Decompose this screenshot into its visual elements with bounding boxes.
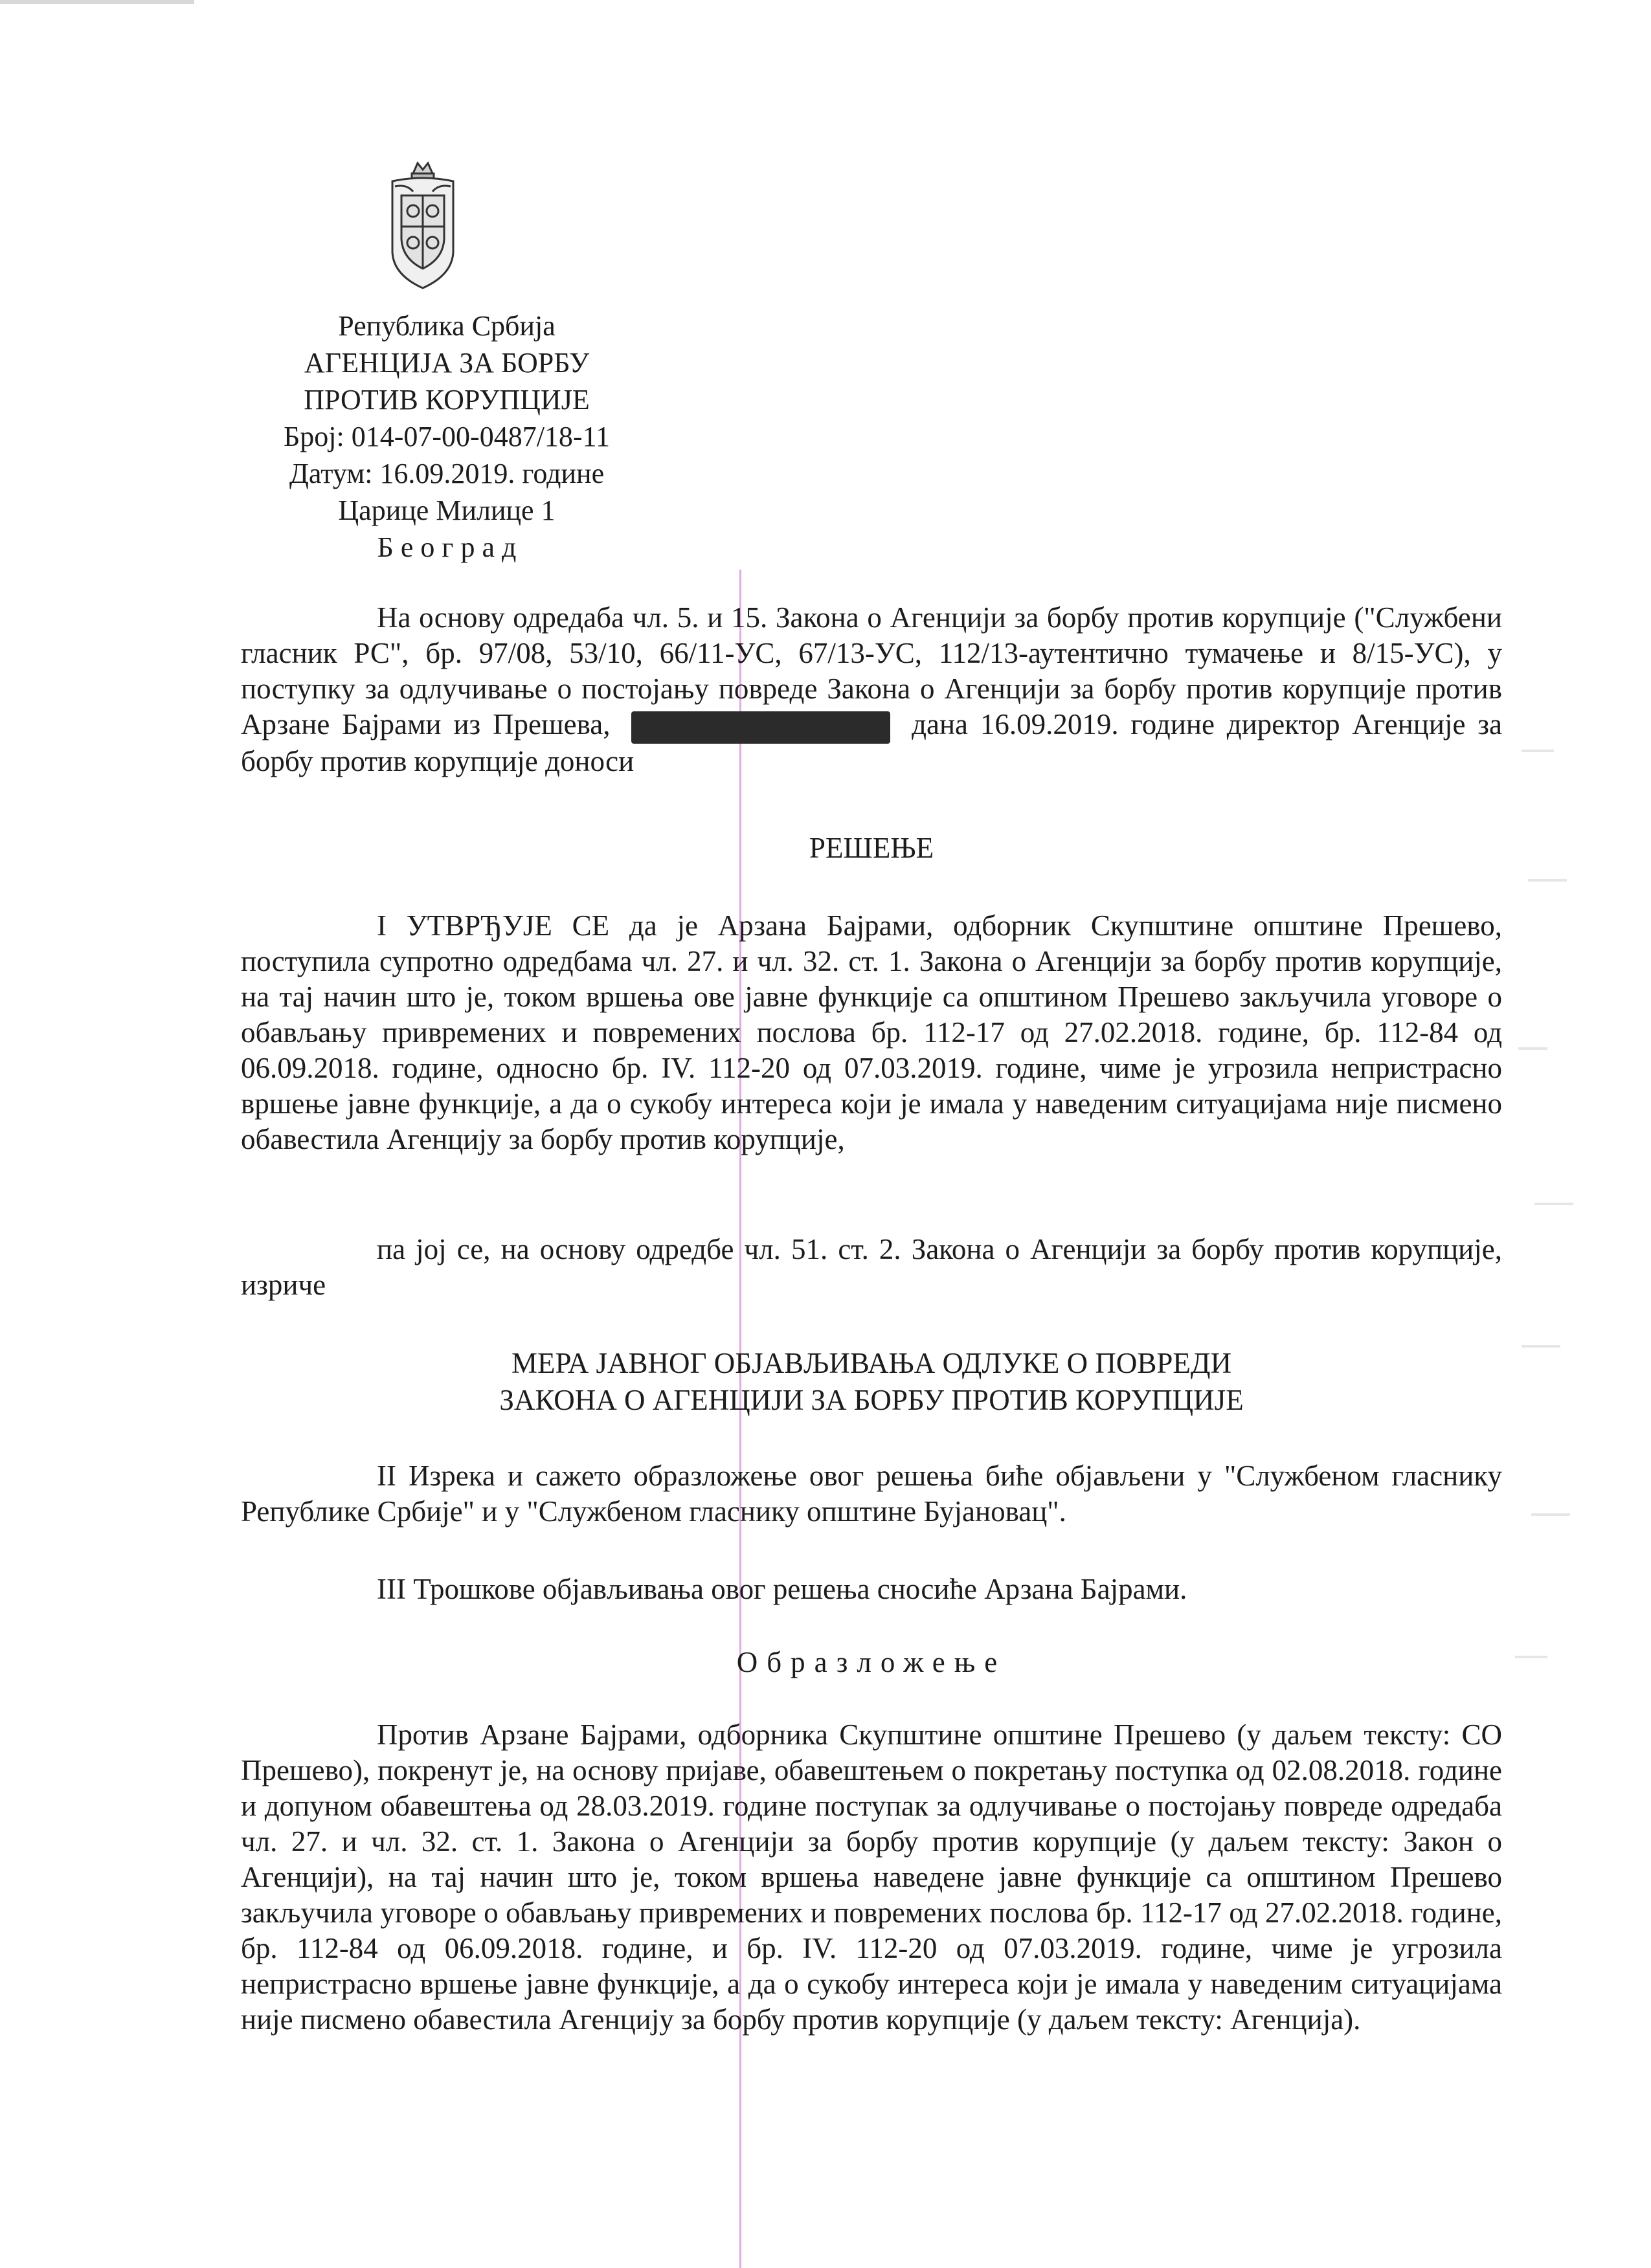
point-1-paragraph: I УТВРЂУЈЕ СЕ да је Арзана Бајрами, одборник Скупштине општине Прешево, поступила супротно одредбама чл. 27. и чл. 32. ст. 1. Закона о Агенцији за борбу против корупције, на тај начин што је, током вршења ове јавне функције са општином Прешево закључила уговоре о обављању привремених и повремених послова бр. 112-17 од 27.02.2018. године, бр. 112-84 од 06.09.2018. године, односно бр. IV. 112-20 од 07.03.2019. године, чиме је угрозила непристрасно вршење јавне функције, а да о сукобу интереса који је имала у наведеним ситуацијама није писмено обавестила Агенцију за борбу против корупције,	[241, 909, 1502, 1155]
document-number: Број: 014-07-00-0487/18-11	[284, 421, 610, 452]
coat-of-arms-icon	[387, 155, 458, 291]
intro-paragraph	[241, 600, 1502, 779]
measure-title-line1: МЕРА ЈАВНОГ ОБЈАВЉИВАЊА ОДЛУКЕ О ПОВРЕДИ	[511, 1347, 1232, 1379]
pronounce-paragraph: па јој се, на основу одредбе чл. 51. ст. 2. Закона о Агенцији за борбу против корупције, изриче	[241, 1233, 1502, 1301]
measure-title-line2: ЗАКОНА О АГЕНЦИЈИ ЗА БОРБУ ПРОТИВ КОРУПЦИЈЕ	[499, 1384, 1244, 1416]
measure-title	[241, 1345, 1502, 1419]
street-address: Царице Милице 1	[338, 495, 556, 526]
city-name: Б е о г р а д	[377, 531, 517, 563]
agency-name-line1: АГЕНЦИЈА ЗА БОРБУ	[304, 347, 590, 379]
point-3-paragraph: III Трошкове објављивања овог решења сносиће Арзана Бајрами.	[377, 1573, 1187, 1605]
document-date: Датум: 16.09.2019. године	[289, 458, 605, 489]
reasoning-paragraph: Против Арзане Бајрами, одборника Скупштине општине Прешево (у даљем тексту: СО Прешево), покренут је, на основу пријаве, обавештењем о покретању поступка од 02.08.2018. године и допуном обавештења од 28.03.2019. године поступак за одлучивање о постојању повреде одредаба чл. 27. и чл. 32. ст. 1. Закона о Агенцији за борбу против корупције (у даљем тексту: Закон о Агенцији), на тај начин што је, током вршења наведене јавне функције са општином Прешево закључила уговоре о обављању привремених и повремених послова бр. 112-17 од 27.02.2018. године, бр. 112-84 од 06.09.2018. године, и бр. IV. 112-20 од 07.03.2019. године, чиме је угрозила непристрасно вршење јавне функције, а да о сукобу интереса који је имала у наведеним ситуацијама није писмено обавестила Агенцију за борбу против корупције (у даљем тексту: Агенција).	[241, 1718, 1502, 2036]
agency-name-line2: ПРОТИВ КОРУПЦИЈЕ	[304, 384, 590, 416]
intro-text-before-redaction: На основу одредаба чл. 5. и 15. Закона о Агенцији за борбу против корупције ("Службени гласник РС", бр. 97/08, 53/10, 66/11-УС, 67/13-УС, 112/13-аутентично тумачење и 8/15-УС), у поступку за одлучивање о постојању повреде Закона о Агенцији за борбу против корупције против Арзане Бајрами из Прешева,	[241, 601, 1502, 740]
scan-edge	[0, 0, 194, 4]
scan-artifacts	[1509, 712, 1586, 1748]
reasoning-title: Образложење	[736, 1646, 1007, 1678]
country-name: Република Србија	[338, 310, 556, 342]
redaction-bar	[631, 711, 890, 744]
document-header	[207, 307, 686, 566]
decision-title: РЕШЕЊЕ	[809, 832, 934, 864]
point-2-paragraph: II Изрека и сажето образложење овог решења биће објављени у "Службеном гласнику Републике Србије" и у "Службеном гласнику општине Бујановац".	[241, 1460, 1502, 1528]
intro-text-after-redaction: дана 16.09.2019. године директор Агенције за борбу против корупције доноси	[241, 708, 1502, 777]
